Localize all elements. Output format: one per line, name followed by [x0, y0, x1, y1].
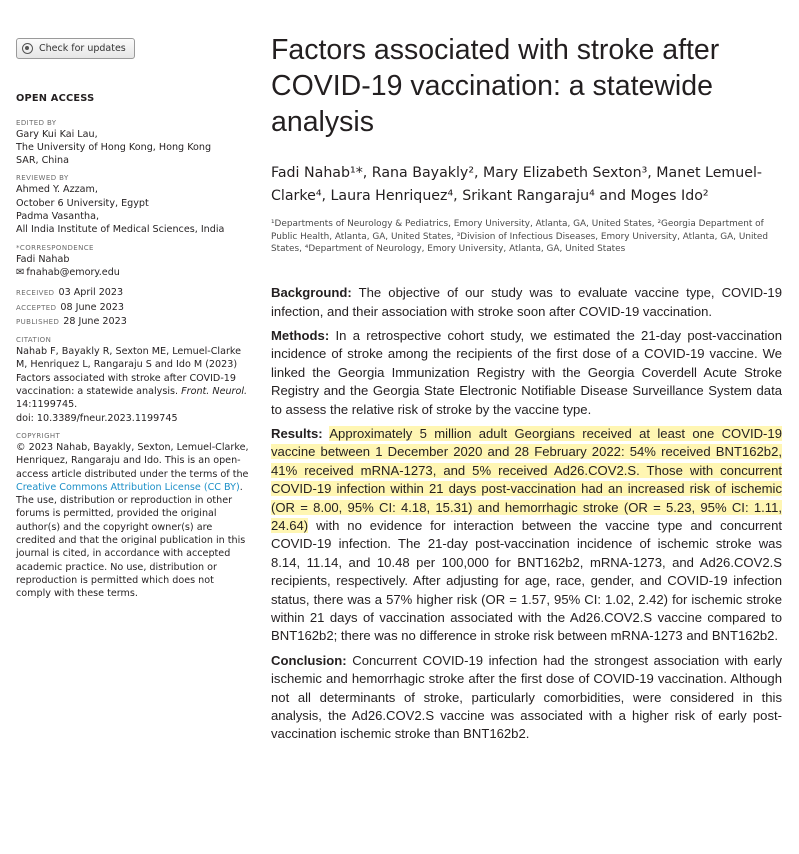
check-for-updates-button[interactable] [16, 38, 135, 59]
correspondence-info [16, 253, 250, 280]
results-text: with no evidence for interaction between the vaccine type and concurrent COVID-19 infection. The 21-day post-vaccination incidence of ischemic stroke was 8.14, 11.14, and 10.48 per 100,000 for BNT162b2, mRNA-1273, and Ad26.COV2.S recipients, respectively. After adjusting for age, race, gender, and COVID-19 infection status, there was a 57% higher risk (OR = 1.57, 95% CI: 1.02, 2.42) for ischemic stroke within 21 days of vaccination associated with the Ad26.COV2.S vaccine compared to BNT162b2; there was no difference in stroke risk between mRNA-1273 and BNT162b2. [271, 517, 782, 644]
correspondence-label: *CORRESPONDENCE [16, 243, 94, 252]
edited-by-label: EDITED BY [16, 118, 57, 127]
reviewer-line: All India Institute of Medical Sciences, India [16, 224, 225, 236]
editor-line: The University of Hong Kong, Hong Kong [16, 141, 212, 153]
abstract-background [271, 284, 782, 321]
reviewer-line: Ahmed Y. Azzam, [16, 184, 98, 196]
citation-volume: 14:1199745. [16, 399, 78, 411]
abstract-results [271, 425, 782, 646]
affiliations: ¹Departments of Neurology & Pediatrics, Emory University, Atlanta, GA, United States, ²Georgia Department of Public Health, Atlanta, GA, United States, ³Division of Infectious Diseases, Emory University, Atlanta, GA, United States, ⁴Department of Neurology, Emory University, Atlanta, GA, United States [271, 219, 768, 255]
citation-label: CITATION [16, 336, 52, 345]
conclusion-text: Concurrent COVID-19 infection had the strongest association with early ischemic and hemorrhagic stroke after the first dose of COVID-19 vaccination. Although not all determinants of stroke, particularly comorbidities, were considered in this analysis, the Ad26.COV2.S vaccine was associated with a higher risk of early post-vaccination ischemic stroke than BNT162b2. [271, 652, 782, 742]
check-for-updates-label: Check for updates [39, 43, 126, 54]
envelope-icon: ✉ [16, 266, 25, 278]
abstract-methods [271, 327, 782, 419]
article-dates [16, 286, 250, 329]
correspondence-email-row[interactable] [16, 266, 250, 279]
accepted-date: 08 June 2023 [60, 301, 124, 313]
article-main [271, 32, 782, 750]
background-heading: Background: [271, 285, 352, 301]
article-sidebar [16, 38, 250, 601]
published-date: 28 June 2023 [63, 315, 127, 327]
conclusion-heading: Conclusion: [271, 652, 347, 668]
results-highlight: Approximately 5 million adult Georgians received at least one COVID-19 vaccine between 1 December 2020 and 28 February 2022: 54% received BNT162b2, 41% received mRNA-1273, and 5% received Ad26.COV2.S. Those with concurrent COVID-19 infection within 21 days post-vaccination had an increased risk of ischemic (OR = 8.00, 95% CI: 4.18, 15.31) and hemorrhagic stroke (OR = 5.23, 95% CI: 1.11, 24.64) [271, 425, 782, 533]
copyright-label: COPYRIGHT [16, 431, 61, 440]
reviewer-line: October 6 University, Egypt [16, 197, 149, 209]
results-heading: Results: [271, 425, 323, 441]
citation-text [16, 345, 250, 425]
crossmark-icon [22, 43, 33, 54]
editor-info [16, 128, 250, 168]
correspondence-email[interactable]: fnahab@emory.edu [26, 266, 120, 278]
editor-line: SAR, China [16, 155, 69, 167]
copyright-body: © 2023 Nahab, Bayakly, Sexton, Lemuel-Clarke, Henriquez, Rangaraju and Ido. This is an open-access article distributed under the terms of the [16, 441, 249, 480]
editor-line: Gary Kui Kai Lau, [16, 128, 98, 140]
copyright-text [16, 441, 250, 601]
reviewed-by-label: REVIEWED BY [16, 174, 69, 183]
citation-journal: Front. Neurol. [181, 386, 248, 398]
published-label: PUBLISHED [16, 317, 60, 326]
copyright-terms: . The use, distribution or reproduction in other forums is permitted, provided the original author(s) and the copyright owner(s) are credited and that the original publication in this journal is cited, in accordance with accepted academic practice. No use, distribution or reproduction is permitted which does not comply with these terms. [16, 481, 246, 600]
abstract-conclusion [271, 652, 782, 744]
accepted-label: ACCEPTED [16, 303, 57, 312]
received-label: RECEIVED [16, 289, 55, 298]
reviewer-info [16, 183, 250, 236]
author-list: Fadi Nahab¹*, Rana Bayakly², Mary Elizabeth Sexton³, Manet Lemuel-Clarke⁴, Laura Henriquez⁴, Srikant Rangaraju⁴ and Moges Ido² [271, 165, 763, 204]
background-text: The objective of our study was to evaluate vaccine type, COVID-19 infection, and their association with stroke soon after COVID-19 vaccination. [271, 285, 782, 319]
open-access-label: OPEN ACCESS [16, 93, 95, 105]
methods-heading: Methods: [271, 327, 330, 343]
abstract [271, 284, 782, 744]
citation-body: Nahab F, Bayakly R, Sexton ME, Lemuel-Clarke M, Henriquez L, Rangaraju S and Ido M (2023) Factors associated with stroke after COVID-19 vaccination: a statewide analysis. [16, 346, 242, 398]
methods-text: In a retrospective cohort study, we estimated the 21-day post-vaccination incidence of stroke among the recipients of the first dose of a COVID-19 vaccine. We linked the Georgia Immunization Registry with the Georgia Coverdell Acute Stroke Registry and the Georgia State Electronic Notifiable Disease Surveillance System data to assess the relative risk of stroke by the vaccine type. [271, 327, 782, 417]
received-date: 03 April 2023 [58, 287, 124, 299]
article-title: Factors associated with stroke after COVID-19 vaccination: a statewide analysis [271, 34, 720, 138]
correspondence-name: Fadi Nahab [16, 253, 70, 265]
citation-doi: doi: 10.3389/fneur.2023.1199745 [16, 412, 178, 424]
license-link[interactable]: Creative Commons Attribution License (CC BY) [16, 481, 240, 493]
reviewer-line: Padma Vasantha, [16, 211, 100, 223]
